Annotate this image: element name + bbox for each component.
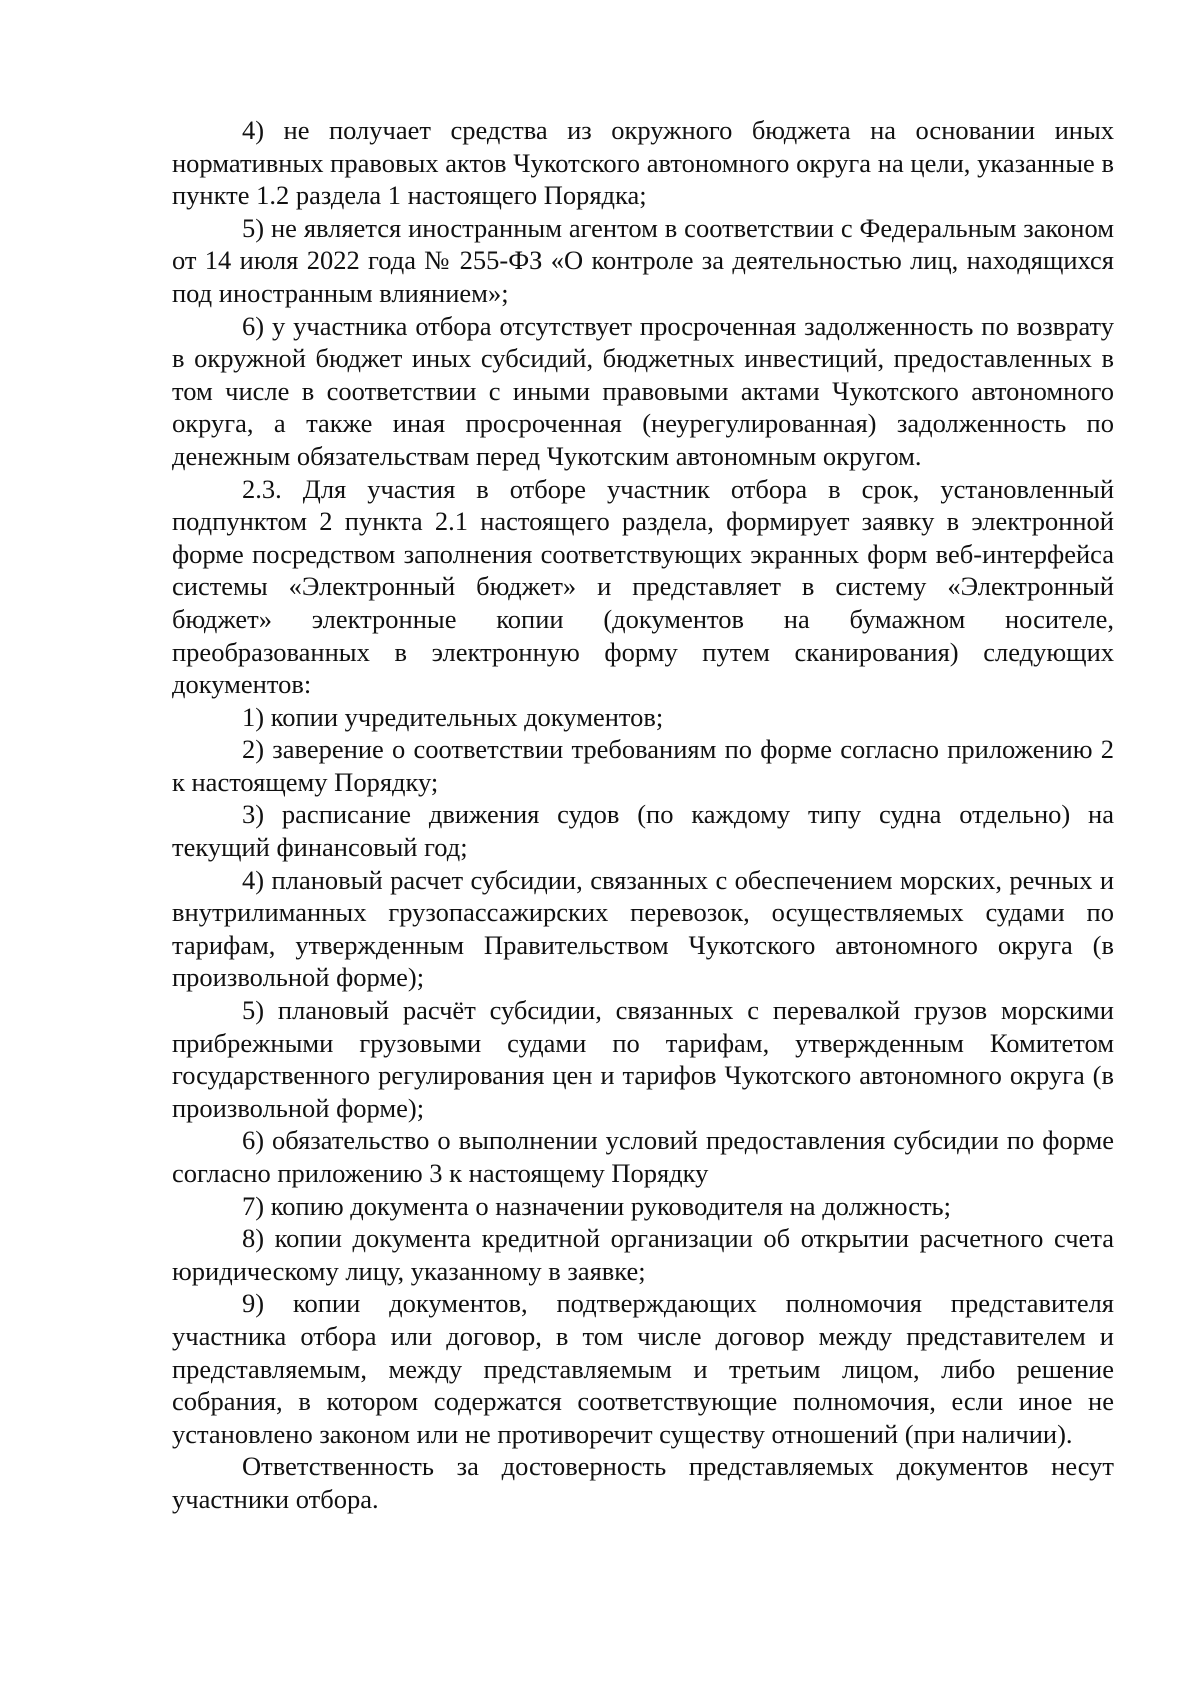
paragraph-responsibility: Ответственность за достоверность представляемых документов несут участники отбора.: [172, 1451, 1114, 1514]
paragraph-doc-9-representative-authority: 9) копии документов, подтверждающих полномочия представителя участника отбора или договор, в том числе договор между представителем и представляемым, между представляемым и третьим лицом, либо решение собрания, в котором содержатся соответствующие полномочия, если иное не установлено законом или не противоречит существу отношений (при наличии).: [172, 1288, 1114, 1449]
paragraph-item-5-not-foreign-agent: 5) не является иностранным агентом в соответствии с Федеральным законом от 14 июля 2022 года № 255-ФЗ «О контроле за деятельностью лиц, находящихся под иностранным влиянием»;: [172, 212, 1114, 308]
paragraph-doc-3-vessel-schedule: 3) расписание движения судов (по каждому типу судна отдельно) на текущий финансовый год;: [172, 799, 1114, 863]
paragraph-doc-4-passenger-subsidy-calc: 4) плановый расчет субсидии, связанных с обеспечением морских, речных и внутрилиманных грузопассажирских перевозок, осуществляемых судами по тарифам, утвержденным Правительством Чукотского автономного округа (в произвольной форме);: [172, 864, 1114, 993]
paragraph-doc-1-founding-documents: 1) копии учредительных документов;: [242, 701, 664, 732]
paragraph-doc-7-director-appointment: 7) копию документа о назначении руководителя на должность;: [242, 1190, 951, 1221]
paragraph-item-6-no-overdue-debt: 6) у участника отбора отсутствует просроченная задолженность по возврату в окружной бюджет иных субсидий, бюджетных инвестиций, предоставленных в том числе в соответствии с иными правовыми актами Чукотского автономного округа, а также иная просроченная (неурегулированная) задолженность по денежным обязательствам перед Чукотским автономным округом.: [172, 310, 1114, 471]
paragraph-doc-6-obligation: 6) обязательство о выполнении условий предоставления субсидии по форме согласно приложению 3 к настоящему Порядку: [172, 1125, 1114, 1188]
paragraph-doc-8-bank-account: 8) копии документа кредитной организации об открытии расчетного счета юридическому лицу, указанному в заявке;: [172, 1223, 1114, 1286]
paragraph-doc-5-cargo-subsidy-calc: 5) плановый расчёт субсидии, связанных с перевалкой грузов морскими прибрежными грузовыми судами по тарифам, утвержденным Комитетом государственного регулирования цен и тарифов Чукотского автономного округа (в произвольной форме);: [172, 995, 1114, 1123]
paragraph-doc-2-compliance-statement: 2) заверение о соответствии требованиям по форме согласно приложению 2 к настоящему Порядку;: [172, 734, 1114, 797]
paragraph-section-2-3-application: 2.3. Для участия в отборе участник отбора в срок, установленный подпунктом 2 пункта 2.1 настоящего раздела, формирует заявку в электронной форме посредством заполнения соответствующих экранных форм веб-интерфейса системы «Электронный бюджет» и представляет в систему «Электронный бюджет» электронные копии (документов на бумажном носителе, преобразованных в электронную форму путем сканирования) следующих документов:: [172, 473, 1114, 700]
document-body: [172, 114, 1114, 1516]
paragraph-item-4-no-other-funds: 4) не получает средства из окружного бюджета на основании иных нормативных правовых актов Чукотского автономного округа на цели, указанные в пункте 1.2 раздела 1 настоящего Порядка;: [172, 115, 1114, 211]
